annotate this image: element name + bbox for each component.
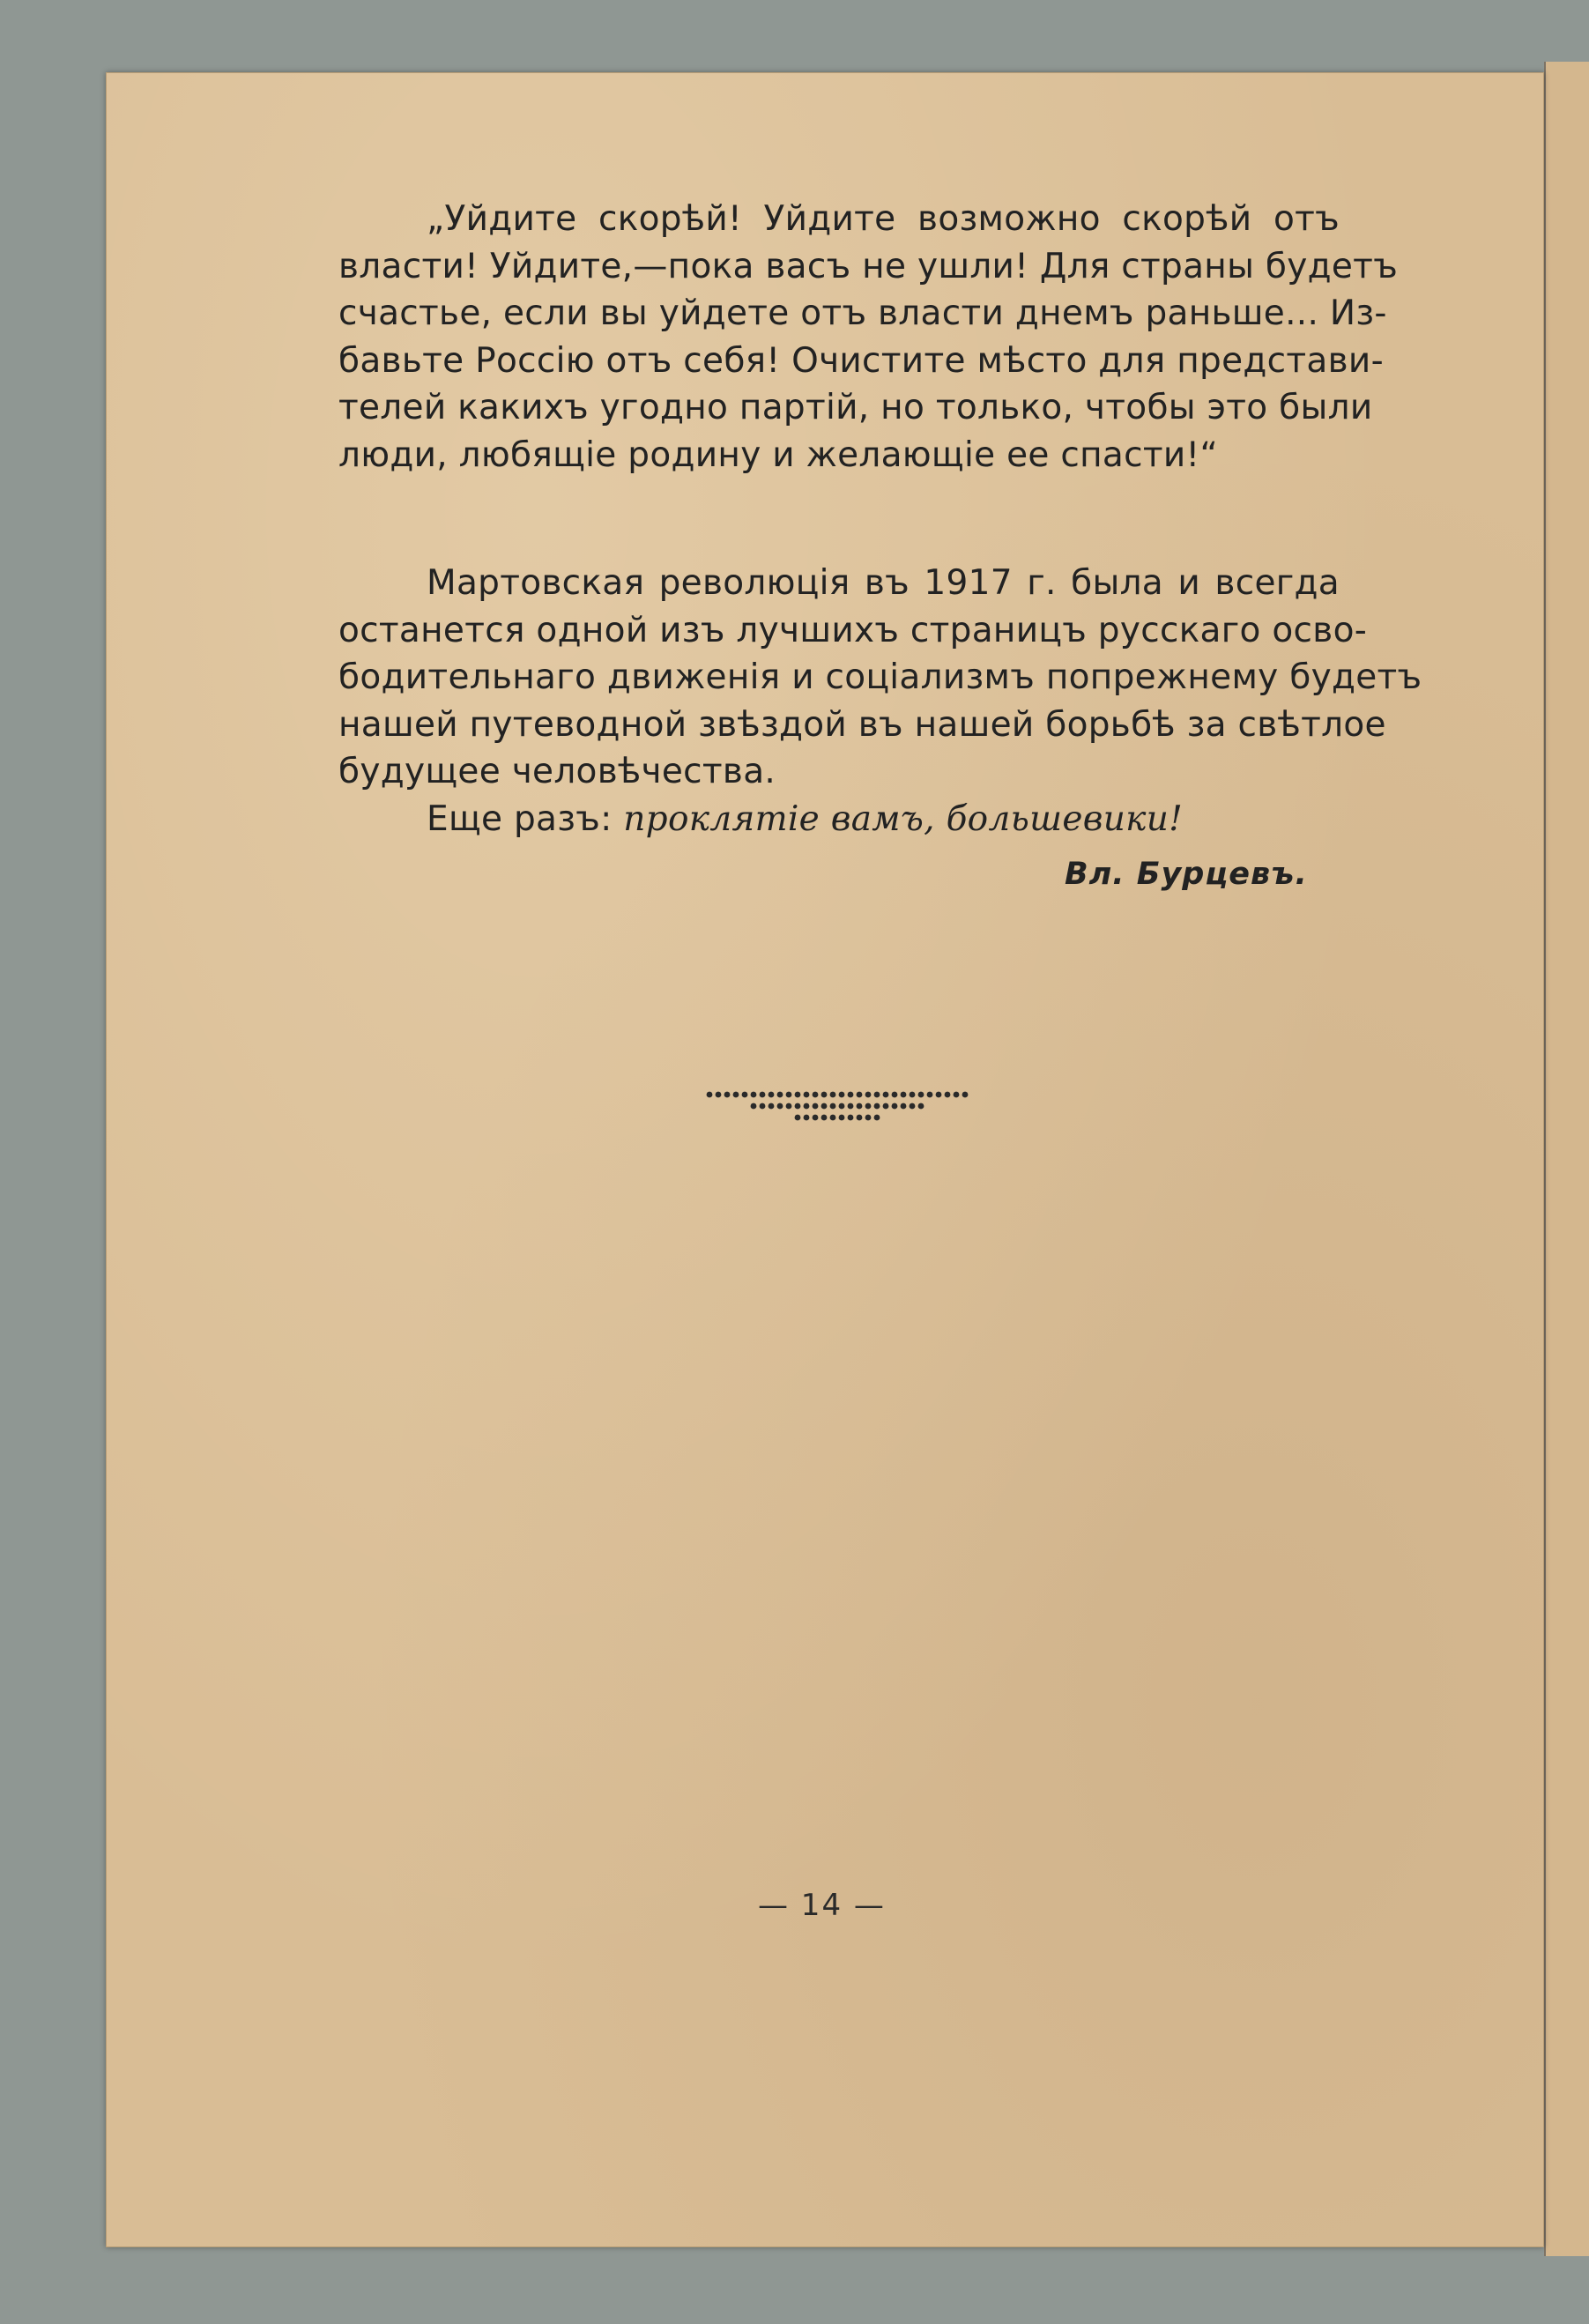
dotted-ornament [696, 1086, 978, 1130]
quote-line: власти! Уйдите,—пока васъ не ушли! Для страны будетъ [338, 246, 1399, 286]
adjacent-page-edge [1544, 62, 1589, 2256]
body-line: будущее человѣчества. [338, 752, 776, 791]
author-signature: Вл. Бурцевъ. [1065, 857, 1308, 892]
body-paragraph [338, 560, 1422, 843]
closing-prefix: Еще разъ: [427, 798, 613, 839]
quote-line: счастье, если вы уйдете отъ власти днемъ раньше... Из- [338, 293, 1387, 333]
body-line: бодительнаго движенія и соціализмъ попрежнему будетъ [338, 657, 1422, 697]
body-line: останется одной изъ лучшихъ страницъ русскаго осво- [338, 610, 1368, 650]
quote-paragraph [338, 196, 1399, 479]
body-line: Мартовская революція въ 1917 г. была и всегда [427, 563, 1340, 603]
closing-line [338, 796, 1340, 843]
closing-exclamation: проклятіе вамъ, большевики! [623, 798, 1184, 839]
quote-line: „Уйдите скорѣй! Уйдите возможно скорѣй отъ [427, 199, 1340, 239]
page-number: — 14 — [758, 1888, 886, 1923]
quote-line: телей какихъ угодно партій, но только, чтобы это были [338, 388, 1373, 427]
quote-line: люди, любящіе родину и желающіе ее спасти!“ [338, 434, 1218, 475]
quote-line: бавьте Россію отъ себя! Очистите мѣсто для представи- [338, 340, 1384, 381]
body-line: нашей путеводной звѣздой въ нашей борьбѣ за свѣтлое [338, 704, 1386, 745]
